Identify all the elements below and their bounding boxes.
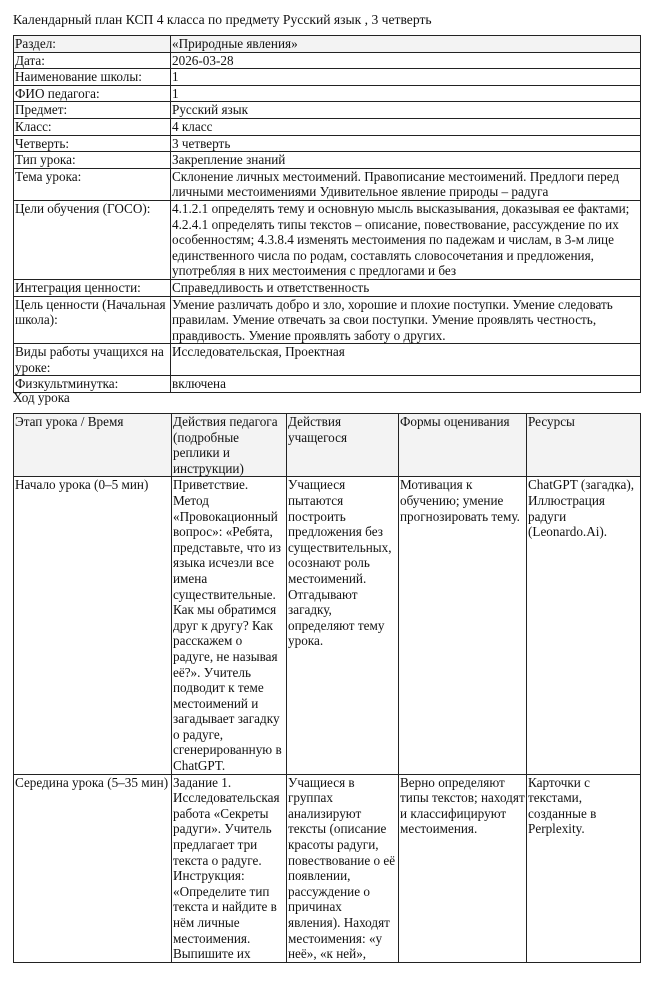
info-value: Склонение личных местоимений. Правописание местоимений. Предлоги перед личными местоимениями Удивительное явление природы – радуга: [171, 168, 641, 200]
info-row-topic: [14, 168, 641, 200]
info-label: Интеграция ценности:: [14, 279, 171, 296]
column-header: Формы оценивания: [399, 414, 527, 477]
teacher-actions-cell: Задание 1. Исследовательская работа «Секреты радуги». Учитель предлагает три текста о радуге. Инструкция: «Определите тип текста и найдите в нём личные местоимения. Выпишите их: [172, 774, 287, 962]
info-row-physical-break: [14, 376, 641, 393]
column-header: Ресурсы: [527, 414, 641, 477]
info-label: Раздел:: [14, 36, 171, 53]
info-value: Закрепление знаний: [171, 152, 641, 169]
info-row-date: [14, 52, 641, 69]
info-value: 4 класс: [171, 118, 641, 135]
info-row-lesson-type: [14, 152, 641, 169]
table-row: [14, 477, 641, 774]
info-row-value-goal: [14, 296, 641, 344]
info-label: Четверть:: [14, 135, 171, 152]
info-value: 1: [171, 69, 641, 86]
info-label: Наименование школы:: [14, 69, 171, 86]
resources-cell: ChatGPT (загадка), Иллюстрация радуги (Leonardo.Ai).: [527, 477, 641, 774]
info-label: Цели обучения (ГОСО):: [14, 200, 171, 279]
info-value: 2026-03-28: [171, 52, 641, 69]
info-row-value-integration: [14, 279, 641, 296]
info-row-work-types: [14, 344, 641, 376]
info-value: «Природные явления»: [171, 36, 641, 53]
info-label: Тип урока:: [14, 152, 171, 169]
info-label: Дата:: [14, 52, 171, 69]
info-value: 4.1.2.1 определять тему и основную мысль высказывания, доказывая ее фактами; 4.2.4.1 определять типы текстов – описание, повествование, рассуждение по их особенностям; 4.3.8.4 изменять местоимения по падежам и числам, в 3-м лице единственного числа по родам, составлять словосочетания и предложения, употребляя в них местоимения с предлогами и без: [171, 200, 641, 279]
info-label: Физкультминутка:: [14, 376, 171, 393]
info-row-school: [14, 69, 641, 86]
resources-cell: Карточки с текстами, созданные в Perplexity.: [527, 774, 641, 962]
stage-cell: Начало урока (0–5 мин): [14, 477, 172, 774]
info-value: Русский язык: [171, 102, 641, 119]
info-label: Тема урока:: [14, 168, 171, 200]
info-label: Предмет:: [14, 102, 171, 119]
info-row-teacher: [14, 85, 641, 102]
info-label: ФИО педагога:: [14, 85, 171, 102]
column-header: Действия учащегося: [287, 414, 399, 477]
page-title: Календарный план КСП 4 класса по предмету Русский язык , 3 четверть: [13, 12, 432, 27]
info-row-subject: [14, 102, 641, 119]
stage-cell: Середина урока (5–35 мин): [14, 774, 172, 962]
column-header: Действия педагога (подробные реплики и инструкции): [172, 414, 287, 477]
plan-header-row: [14, 414, 641, 477]
info-label: Класс:: [14, 118, 171, 135]
info-row-quarter: [14, 135, 641, 152]
table-row: [14, 774, 641, 962]
info-value: Исследовательская, Проектная: [171, 344, 641, 376]
assessment-cell: Верно определяют типы текстов; находят и классифицируют местоимения.: [399, 774, 527, 962]
student-actions-cell: Учащиеся в группах анализируют тексты (описание красоты радуги, повествование о её появлении, рассуждение о причинах явления). Находят местоимения: «у неё», «к ней»,: [287, 774, 399, 962]
column-header: Этап урока / Время: [14, 414, 172, 477]
info-value: включена: [171, 376, 641, 393]
info-row-section: [14, 36, 641, 53]
info-row-grade: [14, 118, 641, 135]
info-label: Виды работы учащихся на уроке:: [14, 344, 171, 376]
assessment-cell: Мотивация к обучению; умение прогнозировать тему.: [399, 477, 527, 774]
info-value: 1: [171, 85, 641, 102]
lesson-plan-table: [13, 413, 641, 963]
student-actions-cell: Учащиеся пытаются построить предложения без существительных, осознают роль местоимений. Отгадывают загадку, определяют тему урока.: [287, 477, 399, 774]
info-value: Умение различать добро и зло, хорошие и плохие поступки. Умение следовать правилам. Умение отвечать за свои поступки. Умение проявлять честность, правдивость. Умение проявлять заботу о других.: [171, 296, 641, 344]
info-label: Цель ценности (Начальная школа):: [14, 296, 171, 344]
lesson-info-table: [13, 35, 641, 393]
info-value: Справедливость и ответственность: [171, 279, 641, 296]
info-row-goals: [14, 200, 641, 279]
teacher-actions-cell: Приветствие. Метод «Провокационный вопрос»: «Ребята, представьте, что из языка исчезли все имена существительные. Как мы обратимся друг к другу? Как расскажем о радуге, не называя её?». Учитель подводит к теме местоимений и загадывает загадку о радуге, сгенерированную в ChatGPT.: [172, 477, 287, 774]
info-value: 3 четверть: [171, 135, 641, 152]
section-heading: Ход урока: [13, 390, 70, 405]
